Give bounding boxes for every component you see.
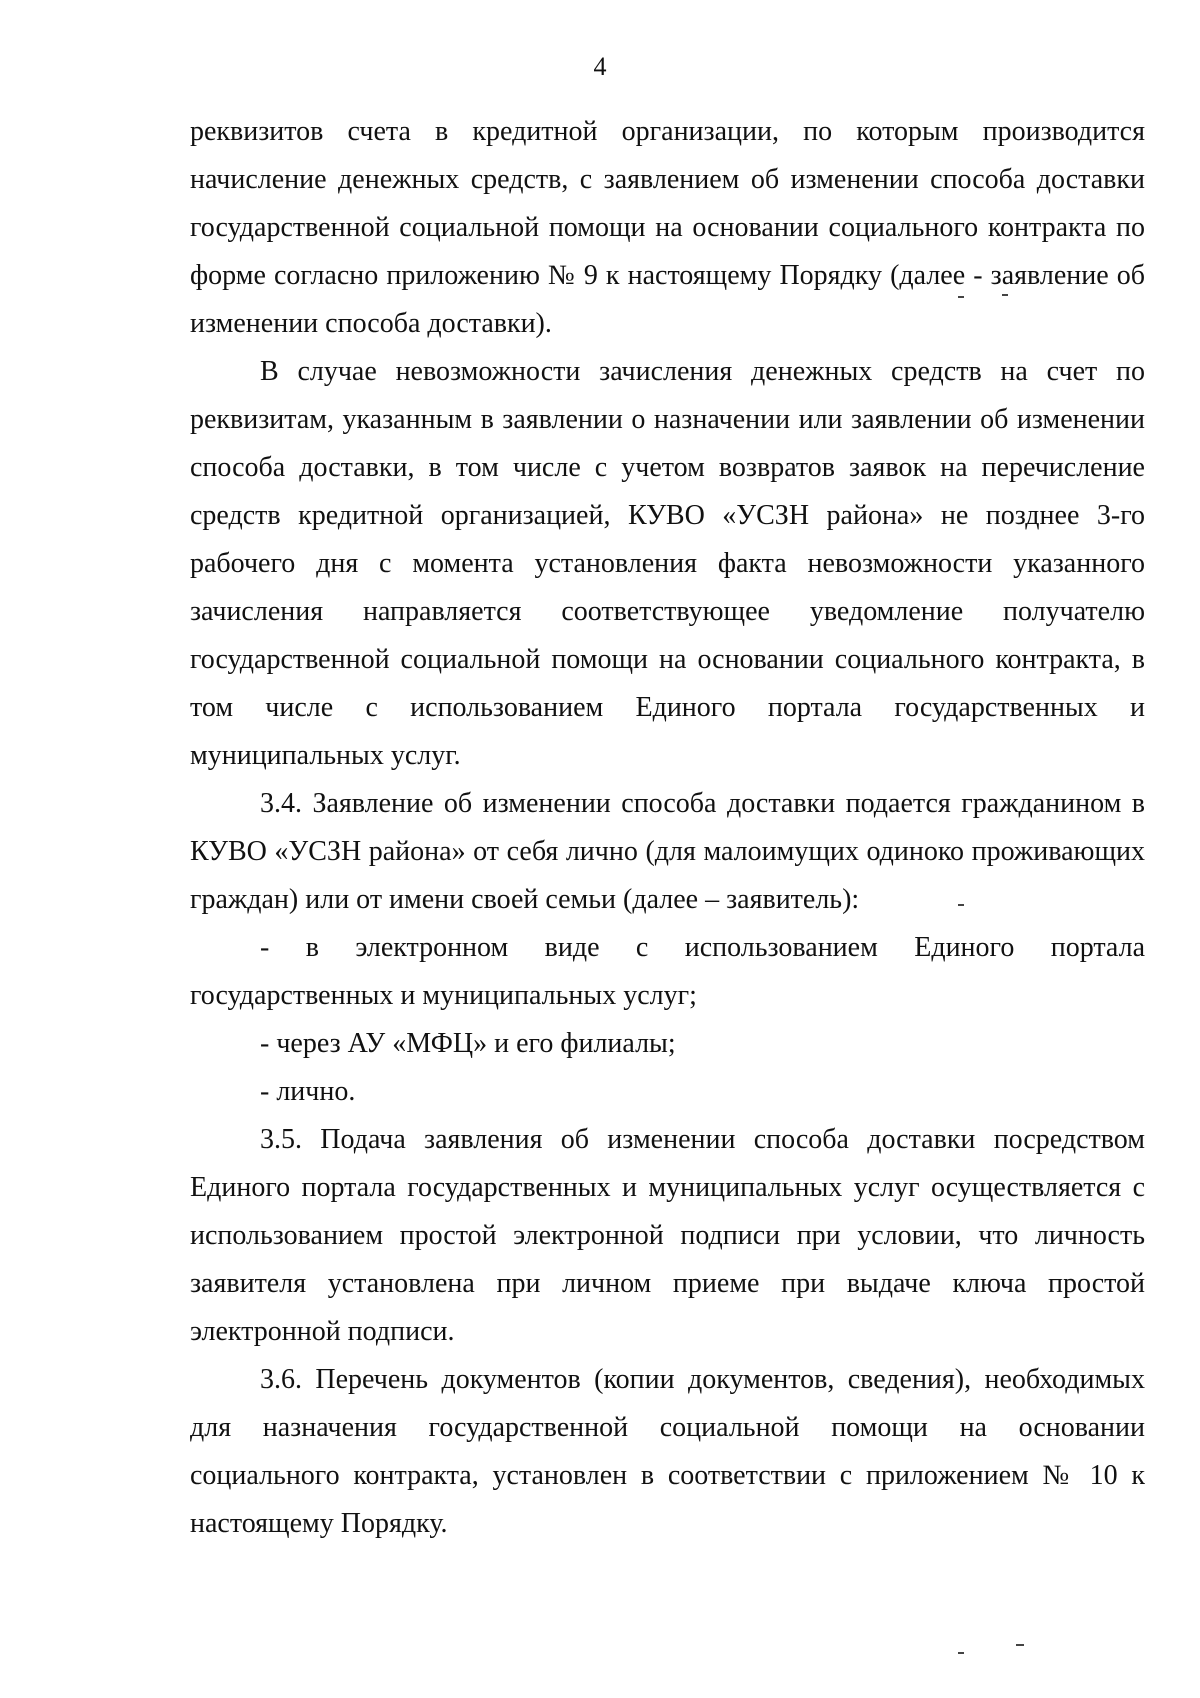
list-item-electronic: - в электронном виде с использованием Единого портала государственных и муниципальных услуг; bbox=[190, 932, 1145, 1011]
paragraph-3-5: 3.5. Подача заявления об изменении способа доставки посредством Единого портала государственных и муниципальных услуг осуществляется с использованием простой электронной подписи при условии, что личность заявителя установлена при личном приеме при выдаче ключа простой электронной подписи. bbox=[190, 1124, 1145, 1347]
page-number: 4 bbox=[593, 52, 607, 81]
list-item-mfc: - через АУ «МФЦ» и его филиалы; bbox=[260, 1028, 676, 1059]
document-body bbox=[190, 108, 1145, 1548]
paragraph-3-4: 3.4. Заявление об изменении способа доставки подается гражданином в КУВО «УСЗН района» от себя лично (для малоимущих одиноко проживающих граждан) или от имени своей семьи (далее – заявитель): bbox=[190, 788, 1145, 915]
paragraph-3-6: 3.6. Перечень документов (копии документов, сведения), необходимых для назначения государственной социальной помощи на основании социального контракта, установлен в соответствии с приложением № 10 к настоящему Порядку. bbox=[190, 1364, 1145, 1539]
scan-artifact-mark bbox=[958, 904, 964, 906]
scan-artifact-mark bbox=[958, 296, 964, 298]
paragraph-continuation: реквизитов счета в кредитной организации, по которым производится начисление денежных средств, с заявлением об изменении способа доставки государственной социальной помощи на основании социального контракта по форме согласно приложению № 9 к настоящему Порядку (далее - заявление об изменении способа доставки). bbox=[190, 116, 1145, 339]
scan-artifact-mark bbox=[1002, 294, 1008, 296]
list-item-personally: - лично. bbox=[260, 1076, 356, 1107]
scan-artifact-mark bbox=[958, 1652, 964, 1654]
scan-artifact-mark bbox=[1016, 1644, 1024, 1646]
paragraph-account-impossibility: В случае невозможности зачисления денежных средств на счет по реквизитам, указанным в заявлении о назначении или заявлении об изменении способа доставки, в том числе с учетом возвратов заявок на перечисление средств кредитной организацией, КУВО «УСЗН района» не позднее 3-го рабочего дня с момента установления факта невозможности указанного зачисления направляется соответствующее уведомление получателю государственной социальной помощи на основании социального контракта, в том числе с использованием Единого портала государственных и муниципальных услуг. bbox=[190, 356, 1145, 771]
